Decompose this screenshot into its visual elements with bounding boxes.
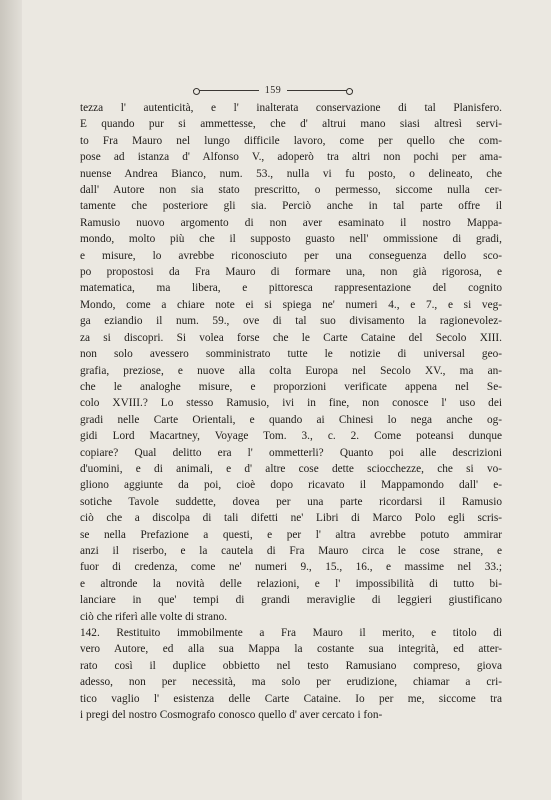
text-line: 142. Restituito immobilmente a Fra Mauro il merito, e titolo di — [80, 627, 502, 639]
text-line: pose ad istanza d' Alfonso V., adoperò tra altri non pochi per ama- — [80, 151, 502, 164]
text-line: anzi il riserbo, e la cautela di Fra Mauro circa le cose strane, e — [80, 544, 502, 557]
text-line: po propostosi da Fra Mauro di formare una, non già rigorosa, e — [80, 266, 502, 279]
text-line: che le analoghe misure, e proporzioni verificate appena nel Se- — [80, 380, 502, 393]
text-line: tico vaglio l' esistenza delle Carte Cataine. Io per me, siccome tra — [80, 692, 502, 705]
text-line: lanciare in que' tempi di grandi meraviglie di leggieri giustificano — [80, 594, 502, 607]
text-line: rato così il duplice obbietto nel testo Ramusiano compreso, giova — [80, 659, 502, 672]
text-line: to Fra Mauro nel lungo difficile lavoro, come per quello che com- — [80, 134, 502, 147]
page-number: 159 — [264, 84, 282, 96]
text-line: gliono aggiunte da poi, cioè dopo ricavato il Mappamondo dall' e- — [80, 479, 502, 492]
body-text — [80, 100, 502, 723]
text-line: nuense Andrea Bianco, num. 53., nulla vi fu posto, o delineato, che — [80, 167, 502, 180]
page-gutter-shadow — [0, 0, 22, 800]
text-line: za si discopri. Si volea forse che le Carte Cataine del Secolo XIII. — [80, 331, 502, 344]
text-line: fuor di credenza, come ne' numeri 9., 15., 16., e massime nel 33.; — [80, 561, 502, 574]
text-line: matematica, ma libera, e pittoresca rappresentazione del cognito — [80, 282, 502, 295]
text-line: vero Autore, ed alla sua Mappa la costante sua integrità, ed atter- — [80, 643, 502, 656]
paragraph — [80, 625, 502, 723]
text-line: gidi Lord Macartney, Voyage Tom. 3., c. 2. Come poteansi dunque — [80, 430, 502, 443]
text-line: ga eziandio il num. 59., ove di tal suo divisamento la ragionevolez- — [80, 315, 502, 328]
text-line: i pregi del nostro Cosmografo conosco quello d' aver cercato i fon- — [80, 709, 383, 722]
text-line: tezza l' autenticità, e l' inalterata conservazione di tal Planisfero. — [80, 102, 502, 114]
text-line: adesso, non per necessità, ma solo per erudizione, chiamar a cri- — [80, 676, 502, 689]
text-line: grafia, preziose, e nuove alla colta Europa nel Secolo XV., ma an- — [80, 364, 502, 377]
text-line: dall' Autore non sia stato prescritto, o permesso, siccome nulla cer- — [80, 184, 502, 197]
text-line: e misure, lo avrebbe riconosciuto per una conseguenza dello sco- — [80, 249, 502, 262]
running-header — [193, 84, 353, 96]
text-line: se nella Prefazione a questi, e per l' altra avrebbe potuto ammirar — [80, 528, 502, 541]
text-line: ciò che a discolpa di tali difetti ne' Libri di Marco Polo egli scris- — [80, 512, 502, 525]
text-line: e altronde la novità delle relazioni, e l' impossibilità di tutto bi- — [80, 577, 502, 590]
text-line: mondo, molto più che il supposto guasto nell' ommissione di gradi, — [80, 233, 502, 246]
text-line: copiare? Qual delitto era l' ommetterli? Quanto poi alle descrizioni — [80, 446, 502, 459]
text-line: gradi nelle Carte Orientali, e quando ai Chinesi lo nega anche og- — [80, 413, 502, 426]
paragraph — [80, 100, 502, 625]
text-line: tamente che posteriore gli sia. Perciò anche in tal parte offre il — [80, 200, 502, 213]
text-line: E quando pur si ammettesse, che d' altrui mano siasi altresì servi- — [80, 118, 502, 131]
text-line: ciò che riferì alle volte di strano. — [80, 610, 228, 623]
header-rule-left — [193, 90, 259, 91]
header-rule-right — [287, 90, 353, 91]
text-line: d'uomini, e di animali, e d' altre cose dette sciocchezze, che si vo- — [80, 462, 502, 475]
text-line: Ramusio nuovo argomento di non aver esaminato il nostro Mappa- — [80, 216, 502, 229]
text-line: colo XVIII.? Lo stesso Ramusio, ivi in fine, non conosce l' uso dei — [80, 397, 502, 410]
text-line: Mondo, come a chiare note ei si spiega ne' numeri 4., e 7., e si veg- — [80, 298, 502, 311]
text-line: sotiche Tavole suddette, dovea per una parte ricordarsi il Ramusio — [80, 495, 502, 508]
text-line: non solo avessero somministrato tutte le notizie di universal geo- — [80, 348, 502, 361]
